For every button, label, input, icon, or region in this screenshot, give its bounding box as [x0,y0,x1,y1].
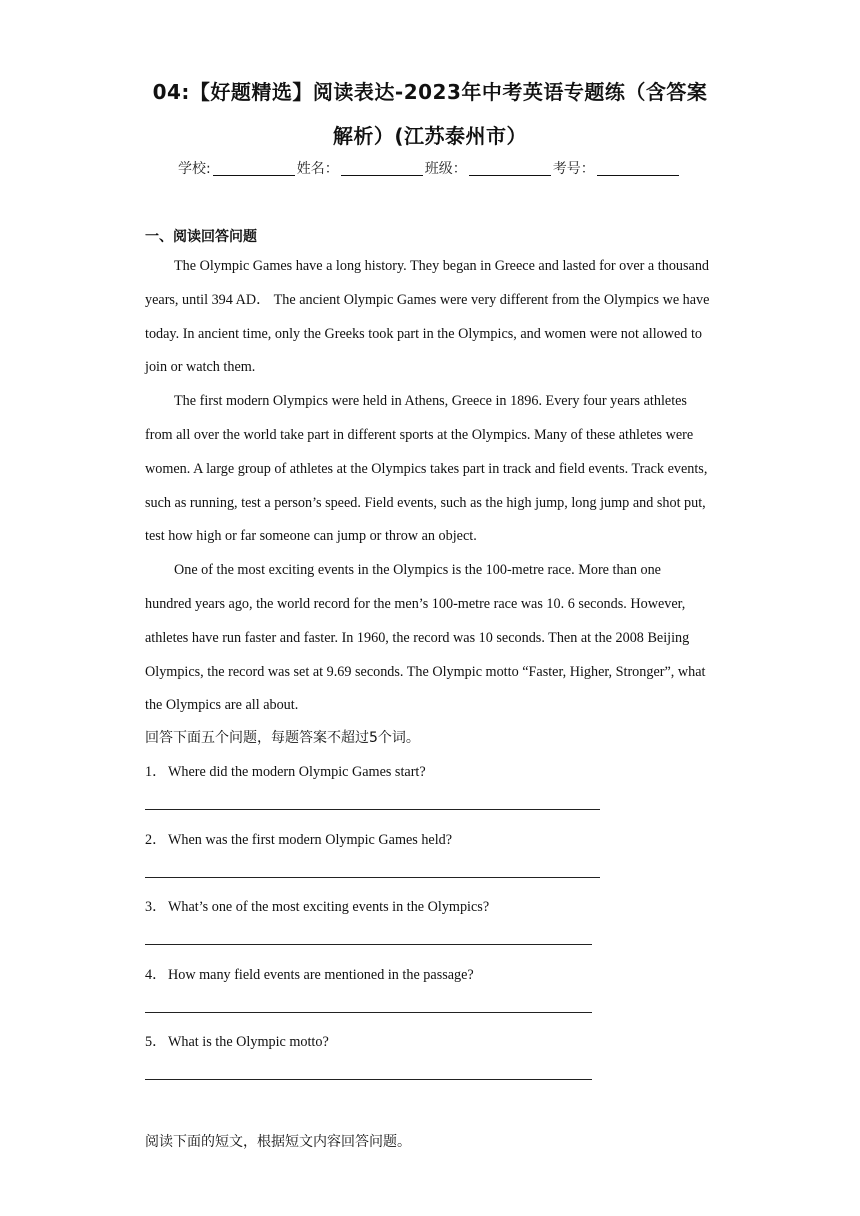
question-3 [145,896,489,916]
class-blank[interactable] [469,161,551,176]
question-text: When was the first modern Olympic Games held? [168,832,453,848]
section-heading: 一、阅读回答问题 [145,229,257,245]
passage-paragraph: One of the most exciting events in the Olympics is the 100-metre race. More than one hundred years ago, the world record for the men’s 100-metre race was 10. 6 seconds. However, athletes have run faster and faster. In 1960, the record was 10 seconds. Then at the 2008 Beijing Olympics, the record was set at 9.69 seconds. The Olympic motto “Faster, Higher, Stronger”, what the Olympics are all about. [145,562,706,714]
answer-line-4[interactable] [145,1012,592,1013]
answer-line-5[interactable] [145,1079,592,1080]
question-text: How many field events are mentioned in the passage? [168,967,474,983]
student-info-fields [178,158,681,178]
question-text: What’s one of the most exciting events in the Olympics? [168,899,490,915]
answer-line-1[interactable] [145,809,600,810]
question-text: Where did the modern Olympic Games start? [168,764,426,780]
name-blank[interactable] [341,161,423,176]
school-blank[interactable] [213,161,295,176]
name-label: 姓名： [296,161,339,177]
question-number: 5． [145,1034,167,1050]
answer-line-3[interactable] [145,944,592,945]
page-title-line-1: 04:【好题精选】阅读表达-2023年中考英语专题练（含答案 [152,80,708,104]
question-number: 2． [145,832,167,848]
passage-paragraph: The first modern Olympics were held in Athens, Greece in 1896. Every four years athletes from all over the world take part in different sports at the Olympics. Many of these athletes were women. A large group of athletes at the Olympics takes part in track and field events. Track events, such as running, test a person’s speed. Field events, such as the high jump, long jump and shot put, test how high or far someone can jump or throw an object. [145,393,708,545]
question-number: 1． [145,764,167,780]
question-2 [145,829,452,849]
question-4 [145,964,474,984]
page-title-line-2: 解析）(江苏泰州市） [332,124,528,148]
question-5 [145,1031,329,1051]
school-label: 学校: [178,161,211,177]
exam-number-label: 考号： [552,161,595,177]
question-text: What is the Olympic motto? [168,1034,329,1050]
question-number: 4． [145,967,167,983]
answer-line-2[interactable] [145,877,600,878]
passage-paragraph: The Olympic Games have a long history. They began in Greece and lasted for over a thousand years, until 394 AD． The ancient Olympic Games were very different from the Olympics we have today. In ancient time, only the Greeks took part in the Olympics, and women were not allowed to join or watch them. [145,258,710,376]
question-1 [145,761,426,781]
reading-passage [145,250,710,723]
question-number: 3． [145,899,167,915]
exam-number-blank[interactable] [597,161,679,176]
class-label: 班级： [424,161,467,177]
next-passage-instruction: 阅读下面的短文，根据短文内容回答问题。 [145,1134,411,1150]
question-instruction: 回答下面五个问题，每题答案不超过5个词。 [145,730,420,746]
